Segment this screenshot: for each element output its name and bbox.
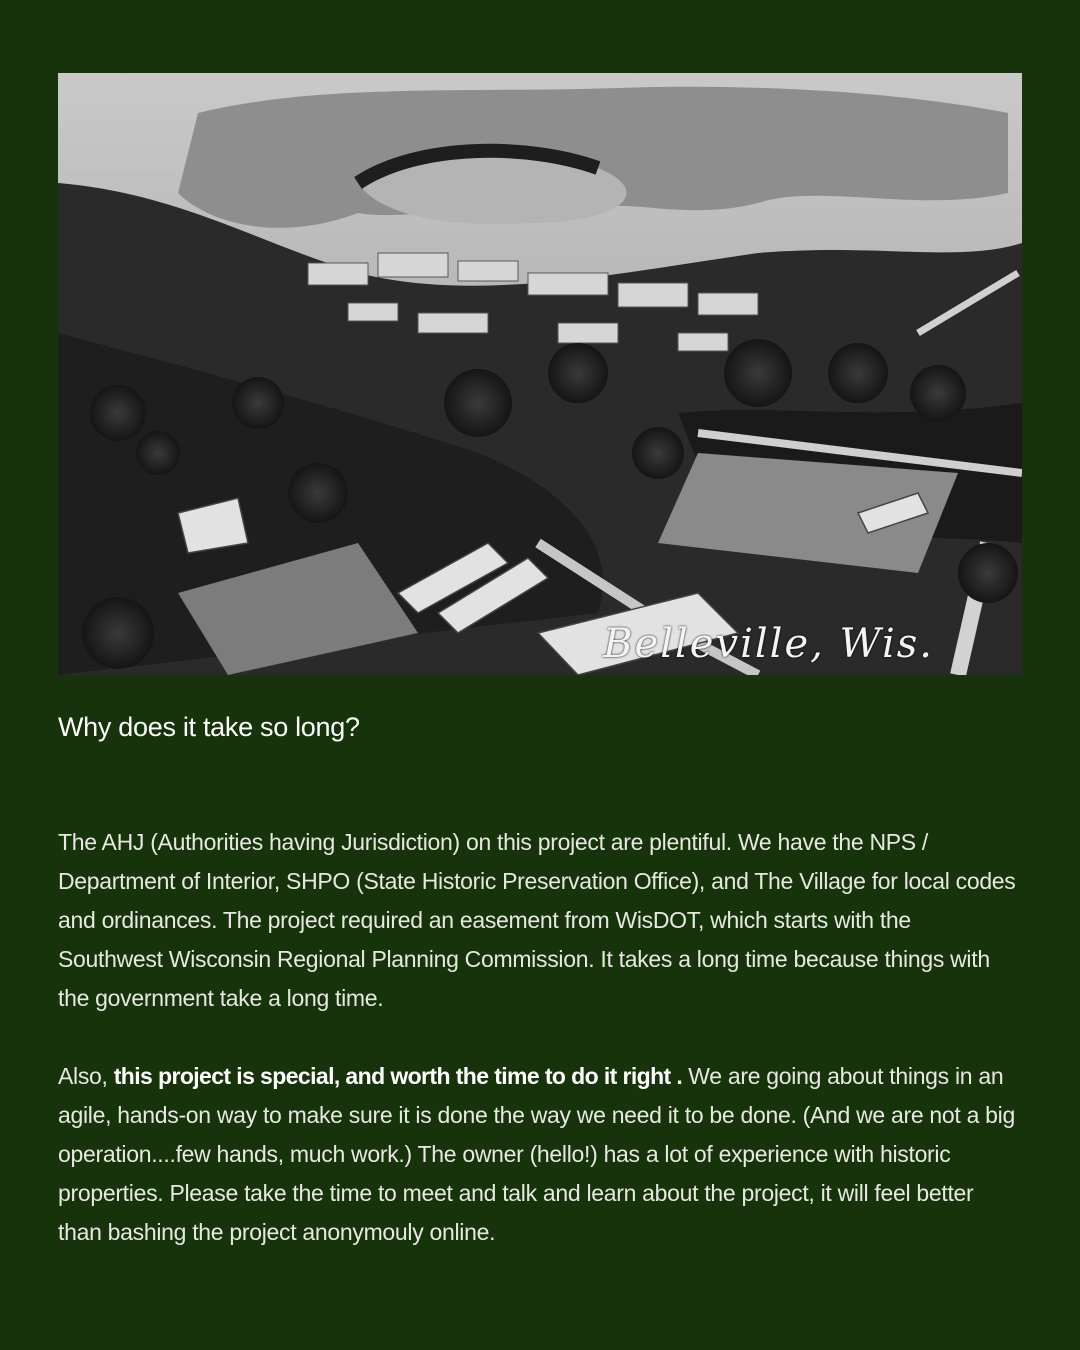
paragraph-lead: Also,	[58, 1063, 114, 1089]
emphasis-text: this project is special, and worth the time to do it right .	[113, 1063, 683, 1089]
photo-caption: Belleville, Wis.	[603, 621, 934, 667]
section-title: Why does it take so long?	[58, 712, 360, 742]
paragraph-ahj: The AHJ (Authorities having Jurisdiction) on this project are plentiful. We have the NPS / Department of Interior, SHPO (State Historic Preservation Office), and The Village for local codes and ordinances. The project required an easement from WisDOT, which starts with the Southwest Wisconsin Regional Planning Commission. It takes a long time because things with the government take a long time.	[58, 829, 1016, 1011]
aerial-photo-belleville	[58, 73, 1022, 675]
aerial-photo-illustration	[58, 73, 1022, 675]
paragraph-rest: We are going about things in an agile, hands-on way to make sure it is done the way we need it to be done. (And we are not a big operation....few hands, much work.) The owner (hello!) has a lot of experience with historic properties. Please take the time to meet and talk and learn about the project, it will feel better than bashing the project anonymouly online.	[58, 1063, 1015, 1245]
paragraph-special-project	[58, 1057, 1018, 1252]
